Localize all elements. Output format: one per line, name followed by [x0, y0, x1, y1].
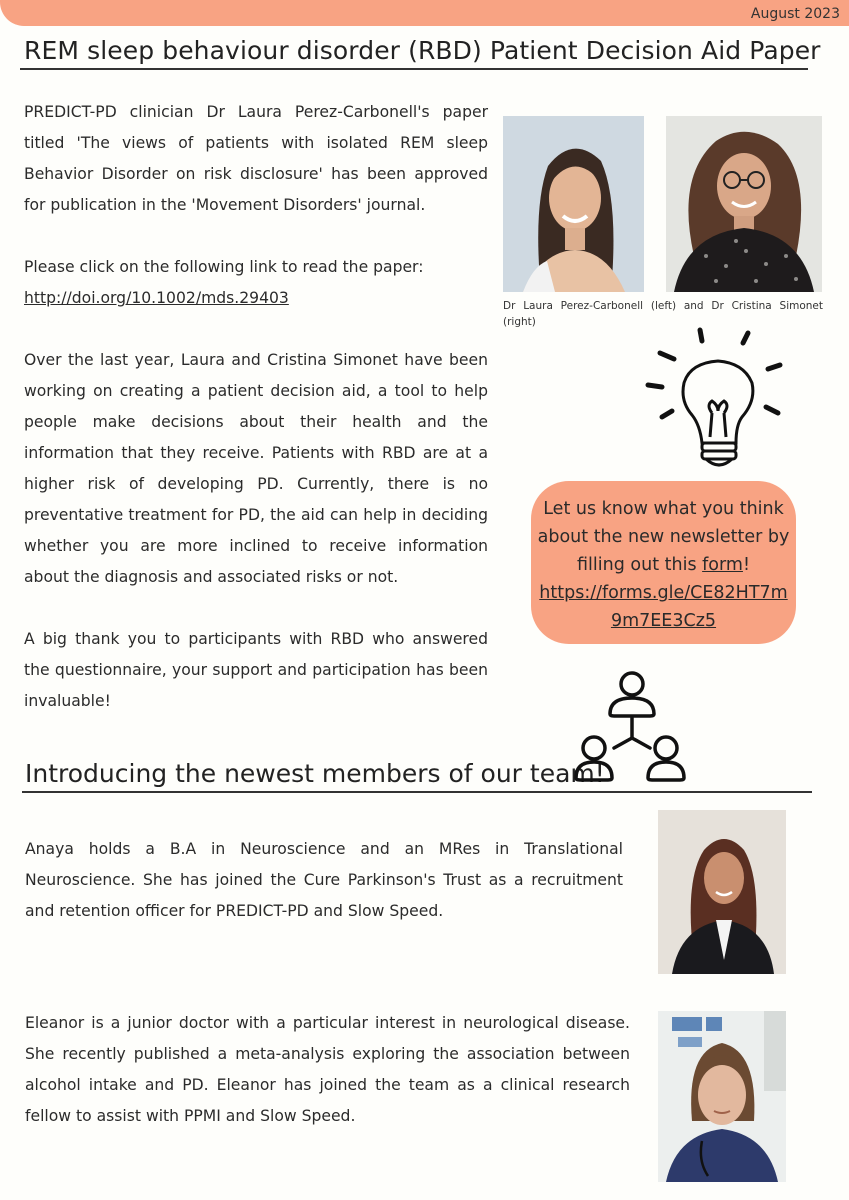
lightbulb-icon	[640, 325, 790, 475]
team-bio-eleanor: Eleanor is a junior doctor with a particular interest in neurological disease. She recently published a meta-analysis exploring the association between alcohol intake and PD. Eleanor has joined the team as a clinical research fellow to assist with PPMI and Slow Speed.	[25, 1014, 630, 1125]
article-paragraph-aid: Over the last year, Laura and Cristina Simonet have been working on creating a patient decision aid, a tool to help people make decisions about their health and the information that they receive. Patients with RBD are at a higher risk of developing PD. Currently, there is no preventative treatment for PD, the aid can help in deciding whether you are more inclined to receive information about the diagnosis and associated risks or not.	[24, 351, 488, 586]
newsletter-date: August 2023	[750, 6, 840, 22]
team-network-icon	[574, 668, 692, 788]
team-bio-anaya: Anaya holds a B.A in Neuroscience and an MRes in Translational Neuroscience. She has joined the Cure Parkinson's Trust as a recruitment and retention officer for PREDICT-PD and Slow Speed.	[25, 840, 623, 920]
photo-laura-perez-carbonell	[503, 116, 644, 292]
title-underline	[20, 68, 808, 70]
section-title-rbd: REM sleep behaviour disorder (RBD) Patient Decision Aid Paper	[24, 36, 821, 65]
team-title-underline	[22, 791, 812, 793]
link-intro-text: Please click on the following link to read the paper:	[24, 258, 424, 276]
feedback-form-link[interactable]: form	[702, 555, 743, 575]
section-title-team: Introducing the newest members of our team!	[25, 759, 605, 788]
callout-exclaim: !	[742, 555, 750, 575]
photo-cristina-simonet	[666, 116, 822, 292]
photo-anaya	[658, 810, 786, 974]
feedback-form-url[interactable]: https://forms.gle/CE82HT7m9m7EE3Cz5	[539, 583, 788, 631]
callout-text: Let us know what you think about the new newsletter by filling out this	[537, 499, 790, 575]
article-paragraph-intro: PREDICT-PD clinician Dr Laura Perez-Carbonell's paper titled 'The views of patients with isolated REM sleep Behavior Disorder on risk disclosure' has been approved for publication in the 'Movement Disorders' journal.	[24, 103, 488, 214]
article-paragraph-thanks: A big thank you to participants with RBD who answered the questionnaire, your support and participation has been invaluable!	[24, 630, 488, 710]
header-band	[0, 0, 849, 26]
photo-eleanor	[658, 1011, 786, 1182]
feedback-callout	[531, 481, 796, 644]
article-paragraph-link	[24, 252, 494, 314]
photo-caption: Dr Laura Perez-Carbonell (left) and Dr Cristina Simonet (right)	[503, 300, 823, 328]
paper-doi-link[interactable]: http://doi.org/10.1002/mds.29403	[24, 289, 289, 307]
